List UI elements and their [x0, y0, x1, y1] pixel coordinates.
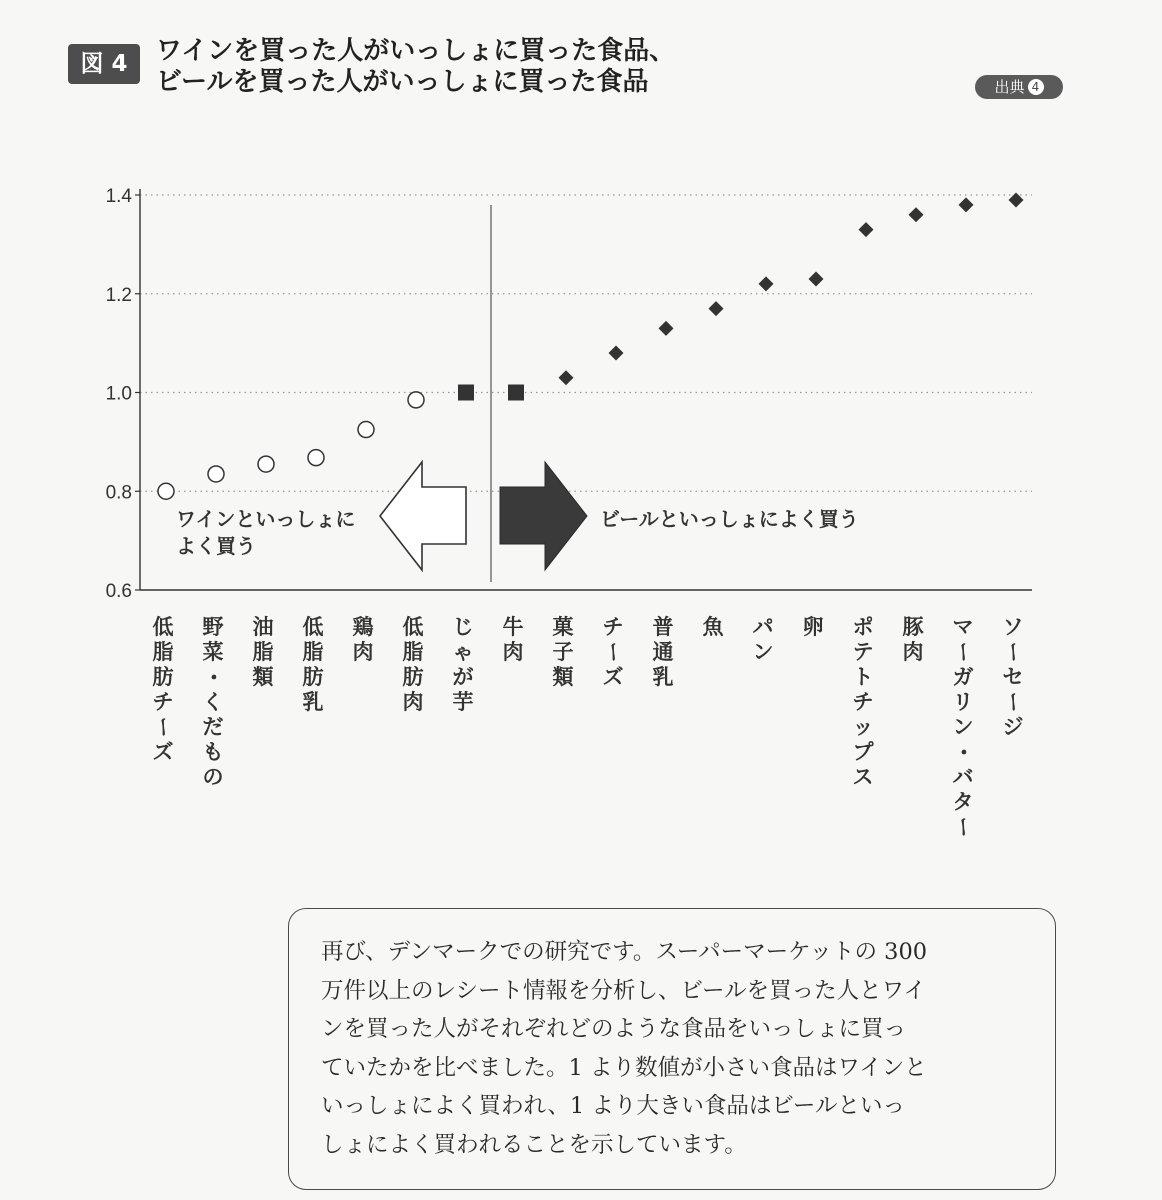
category-label-char: 乳	[652, 665, 674, 689]
category-label-char: マ	[952, 615, 974, 639]
source-label: 出典	[994, 78, 1025, 96]
category-label-char: ズ	[602, 665, 624, 689]
data-point-diamond	[559, 370, 574, 385]
category-label-char: 脂	[302, 640, 324, 664]
category-label-char: バ	[952, 765, 974, 789]
annotation-wine-text: よく買う	[176, 534, 256, 558]
grid-lines	[140, 195, 1032, 491]
annotation-wine-text: ワインといっしょに	[176, 507, 356, 531]
category-label-char: 肪	[302, 665, 324, 689]
category-label-char: だ	[202, 715, 224, 739]
category-label-char: 卵	[802, 615, 824, 639]
category-label-char: ン	[952, 715, 974, 739]
category-label-char: 肉	[902, 640, 924, 664]
category-label-char: 低	[152, 615, 174, 639]
category-label-char: ス	[852, 765, 874, 789]
category-label-char: タ	[952, 790, 974, 814]
category-label-char: じ	[452, 615, 474, 639]
category-label-char: 低	[402, 615, 424, 639]
data-point-square	[508, 385, 524, 401]
category-label-char: ポ	[852, 615, 874, 639]
category-label-char: 類	[552, 665, 574, 689]
data-point-circle	[358, 422, 374, 438]
category-label-char: く	[202, 690, 224, 714]
data-point-diamond	[859, 222, 874, 237]
annotation-arrows	[176, 462, 859, 570]
category-label-char: 普	[652, 615, 674, 639]
category-label-char: ー	[151, 716, 175, 738]
y-tick-label: 1.0	[105, 383, 132, 405]
data-point-circle	[158, 483, 174, 499]
category-label-char: ズ	[152, 740, 174, 764]
category-label-char: 脂	[152, 640, 174, 664]
data-point-diamond	[709, 301, 724, 316]
annotation-beer-text: ビールといっしょによく買う	[600, 507, 859, 531]
category-label-char: ・	[201, 666, 225, 688]
category-label-char: テ	[852, 640, 874, 664]
category-label-char: パ	[752, 615, 774, 639]
description-box	[288, 908, 1056, 1190]
category-label-char: 鶏	[352, 615, 374, 639]
category-label-char: が	[452, 665, 474, 689]
category-label-char: ー	[951, 816, 975, 838]
right-arrow-beer	[500, 462, 587, 570]
category-label-char: リ	[952, 690, 974, 714]
category-label-char: 菓	[552, 615, 574, 639]
category-labels	[151, 615, 1025, 838]
category-label-char: 類	[252, 665, 274, 689]
category-label-char: 子	[552, 640, 574, 664]
data-point-diamond	[959, 197, 974, 212]
category-label-char: 牛	[502, 615, 524, 639]
y-tick-label: 1.4	[105, 186, 132, 207]
category-label-char: 菜	[202, 640, 224, 664]
description-line: 万件以上のレシート情報を分析し、ビールを買った人とワイ	[321, 977, 926, 1004]
data-point-circle	[308, 450, 324, 466]
data-point-diamond	[609, 346, 624, 361]
y-tick-label: 0.6	[105, 581, 132, 602]
category-label-char: 野	[202, 615, 224, 639]
category-label-char: 通	[652, 640, 674, 664]
description-line: ていたかを比べました。1 より数値が小さい食品はワインと	[321, 1054, 927, 1081]
category-label-char: 乳	[302, 690, 324, 714]
data-point-diamond	[659, 321, 674, 336]
title-line-2: ビールを買った人がいっしょに買った食品	[156, 67, 649, 97]
description-line: いっしょによく買われ、1 より大きい食品はビールといっ	[321, 1093, 905, 1119]
category-label-char: 肉	[402, 690, 424, 714]
category-label-char: 脂	[402, 640, 424, 664]
category-label-char: ー	[1001, 641, 1025, 663]
description-line: しょによく買われることを示しています。	[321, 1131, 747, 1158]
description-line: 再び、デンマークでの研究です。スーパーマーケットの 300	[321, 939, 928, 965]
category-label-char: 肪	[152, 665, 174, 689]
category-label-char: チ	[602, 615, 624, 639]
data-point-circle	[408, 392, 424, 408]
category-label-char: ッ	[852, 715, 874, 739]
data-point-circle	[208, 466, 224, 482]
category-label-char: 肪	[402, 665, 424, 689]
category-label-char: ソ	[1002, 615, 1024, 639]
category-label-char: 肉	[502, 640, 524, 664]
category-label-char: ジ	[1002, 715, 1024, 739]
figure-label: 図 4	[68, 44, 140, 84]
data-point-square	[458, 385, 474, 401]
category-label-char: セ	[1002, 665, 1024, 689]
category-label-char: ー	[1001, 691, 1025, 713]
data-point-diamond	[909, 207, 924, 222]
category-label-char: ー	[601, 641, 625, 663]
category-label-char: 肉	[352, 640, 374, 664]
category-label-char: 豚	[902, 615, 924, 639]
data-points	[158, 192, 1024, 499]
y-tick-label: 1.2	[105, 284, 132, 306]
category-label-char: ・	[951, 741, 975, 763]
category-label-char: 油	[252, 615, 274, 639]
y-tick-label: 0.8	[105, 482, 132, 504]
category-label-char: チ	[852, 690, 874, 714]
category-label-char: ゃ	[452, 640, 474, 664]
category-label-char: 芋	[452, 690, 474, 714]
data-point-diamond	[809, 271, 824, 286]
data-point-circle	[258, 456, 274, 472]
data-point-diamond	[759, 276, 774, 291]
category-label-char: 魚	[702, 615, 724, 639]
category-label-char: ガ	[952, 665, 974, 689]
left-arrow-wine	[380, 462, 466, 570]
category-label-char: チ	[152, 690, 174, 714]
category-label-char: ン	[752, 640, 774, 664]
category-label-char: 低	[302, 615, 324, 639]
description-line: ンを買った人がそれぞれどのような食品をいっしょに買っ	[321, 1016, 907, 1042]
category-label-char: の	[202, 765, 224, 789]
category-label-char: プ	[852, 740, 874, 764]
title-line-1: ワインを買った人がいっしょに買った食品、	[156, 36, 676, 66]
category-label-char: ト	[852, 665, 874, 689]
category-label-char: も	[202, 740, 224, 764]
category-label-char: 脂	[252, 640, 274, 664]
category-label-char: ー	[951, 641, 975, 663]
source-number: 4	[1028, 79, 1044, 95]
